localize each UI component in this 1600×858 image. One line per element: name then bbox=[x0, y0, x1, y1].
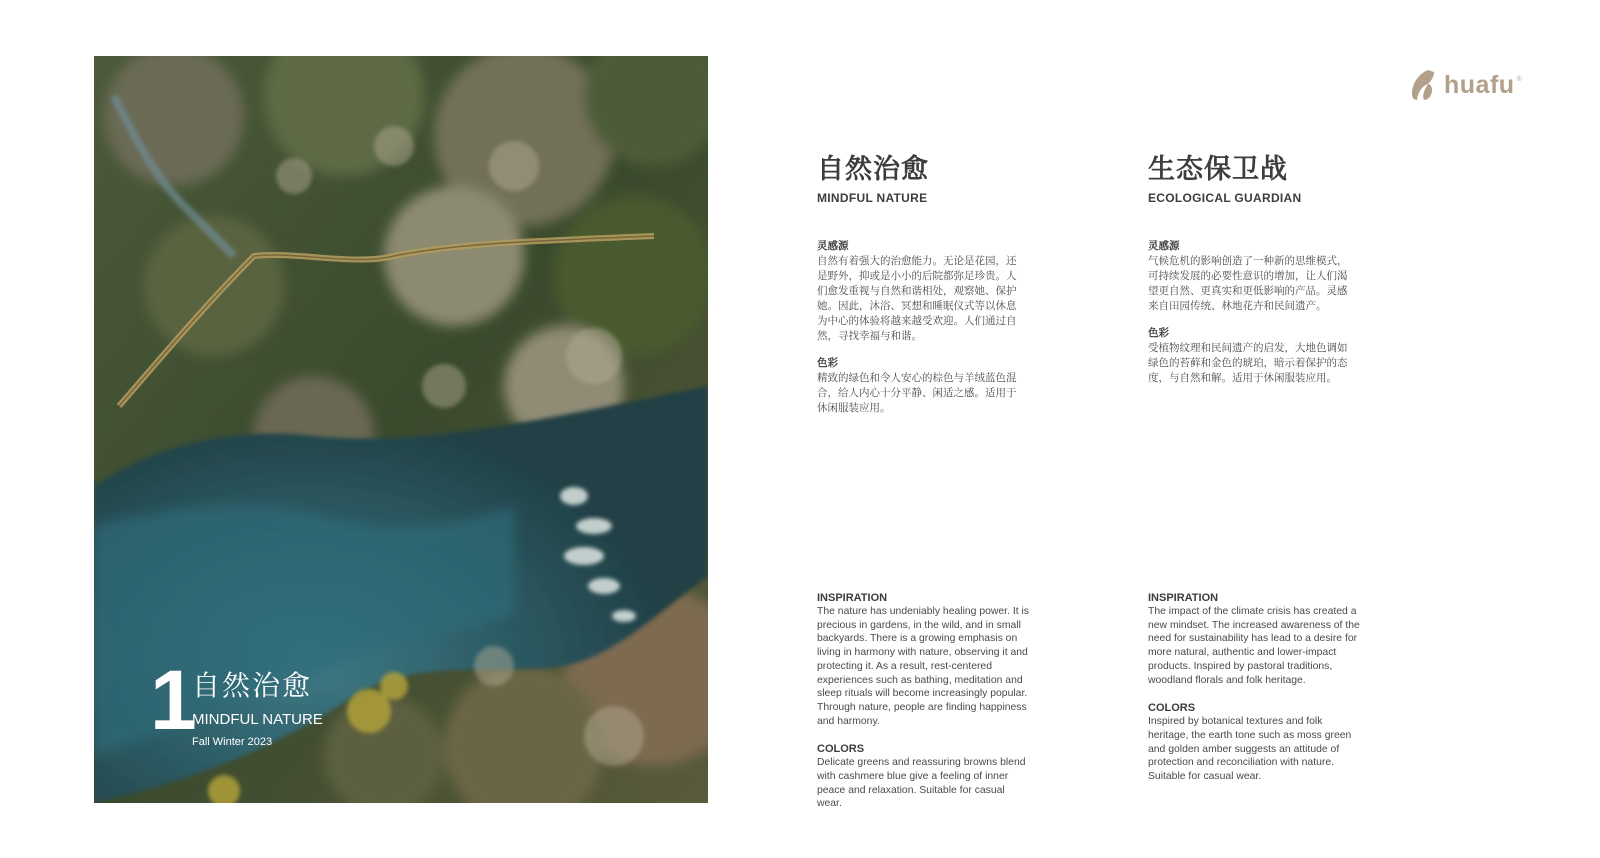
ecological-guardian-column bbox=[1148, 155, 1388, 386]
ecological-guardian-english bbox=[1148, 591, 1388, 784]
colors-en-heading: COLORS bbox=[817, 743, 865, 756]
huafu-logo bbox=[1408, 68, 1522, 102]
mindful-nature-english bbox=[817, 591, 1057, 811]
colors-en-heading: COLORS bbox=[1148, 702, 1196, 715]
inspiration-en-heading: INSPIRATION bbox=[1148, 592, 1219, 604]
inspiration-zh-text: 气候危机的影响创造了一种新的思维模式，可持续发展的必要性意识的增加，让人们渴望更自然、更真实和更低影响的产品。灵感来自田园传统、林地花卉和民间遗产。 bbox=[1148, 254, 1348, 312]
colors-zh-text: 精致的绿色和令人安心的棕色与羊绒蓝色混合，给人内心十分平静、闲适之感。适用于休闲服装应用。 bbox=[817, 371, 1017, 414]
cover-title-en: MINDFUL NATURE bbox=[192, 711, 323, 728]
inspiration-zh-heading: 灵感源 bbox=[817, 239, 849, 252]
cover-number: 1 bbox=[150, 653, 197, 747]
inspiration-en-text: The nature has undeniably healing power. It is precious in gardens, in the wild, and in small backyards. There is a growing emphasis on living in harmony with nature, observing it and protecting it. As a result, rest-centered experiences such as bathing, meditation and sleep rituals will become increasingly popular. Through nature, people are finding happiness and harmony. bbox=[817, 606, 1029, 727]
colors-en-text: Inspired by botanical textures and folk heritage, the earth tone such as moss green and golden amber suggests an attitude of protection and reconciliation with nature. Suitable for casual wear. bbox=[1148, 716, 1352, 783]
inspiration-en-text: The impact of the climate crisis has created a new mindset. The increased awareness of the need for sustainability has lead to a desire for more natural, authentic and lower-impact products. Inspired by pastoral traditions, woodland florals and folk heritage. bbox=[1148, 606, 1360, 686]
section-title-en: MINDFUL NATURE bbox=[817, 190, 928, 205]
colors-zh-heading: 色彩 bbox=[1148, 326, 1169, 339]
inspiration-en-heading: INSPIRATION bbox=[817, 592, 888, 604]
section-title-zh: 生态保卫战 bbox=[1148, 154, 1288, 184]
logo-text: huafu bbox=[1444, 70, 1515, 99]
section-title-en: ECOLOGICAL GUARDIAN bbox=[1148, 190, 1302, 205]
cover-photo bbox=[94, 56, 708, 803]
mindful-nature-column bbox=[817, 155, 1057, 416]
section-title-zh: 自然治愈 bbox=[817, 154, 929, 184]
inspiration-zh-heading: 灵感源 bbox=[1148, 239, 1180, 252]
huafu-logo-icon bbox=[1408, 68, 1438, 102]
colors-zh-text: 受植物纹理和民间遗产的启发，大地色调如绿色的苔藓和金色的琥珀，暗示着保护的态度，与自然和解。适用于休闲服装应用。 bbox=[1148, 341, 1348, 384]
cover-season: Fall Winter 2023 bbox=[192, 736, 273, 748]
colors-en-text: Delicate greens and reassuring browns blend with cashmere blue give a feeling of inner peace and relaxation. Suitable for casual wear. bbox=[817, 757, 1026, 810]
inspiration-zh-text: 自然有着强大的治愈能力。无论是花园，还是野外，抑或是小小的后院都弥足珍贵。人们愈发重视与自然和谐相处，观察她、保护她。因此，沐浴、冥想和睡眠仪式等以休息为中心的体验将越来越受欢迎。人们通过自然，寻找幸福与和谐。 bbox=[817, 254, 1017, 342]
cover-title-zh: 自然治愈 bbox=[192, 670, 313, 701]
logo-registered-mark: ® bbox=[1516, 76, 1522, 83]
colors-zh-heading: 色彩 bbox=[817, 356, 838, 369]
